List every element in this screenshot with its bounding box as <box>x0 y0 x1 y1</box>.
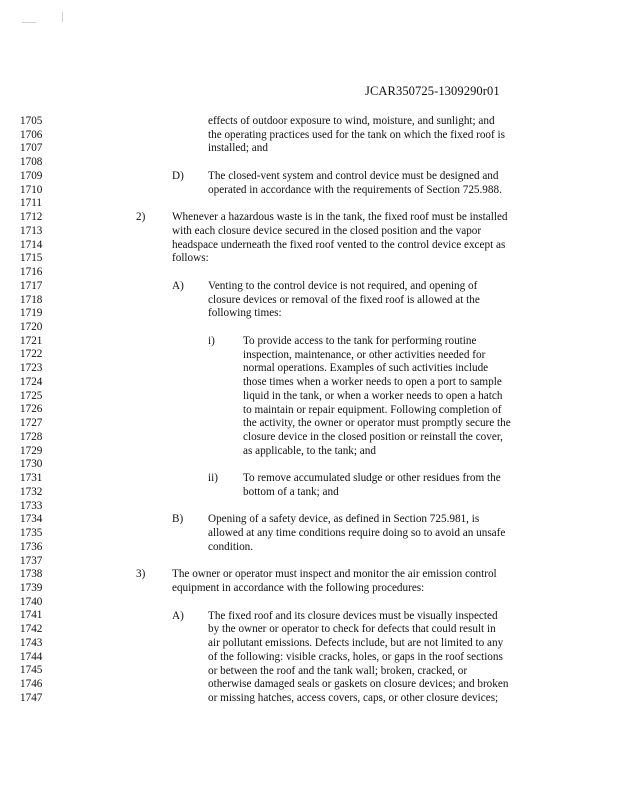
text-line: following times: <box>208 307 282 320</box>
text-line: as applicable, to the tank; and <box>243 444 376 457</box>
text-line: closure devices or removal of the fixed roof is allowed at the <box>208 293 480 306</box>
line-number: 1734 <box>20 513 43 526</box>
text-line: headspace underneath the fixed roof vented to the control device except as <box>172 238 506 251</box>
line-number: 1738 <box>20 568 43 581</box>
line-number: 1743 <box>20 636 43 649</box>
text-line: or between the roof and the tank wall; broken, cracked, or <box>208 664 468 677</box>
line-number: 1725 <box>20 389 43 402</box>
text-line: by the owner or operator to check for defects that could result in <box>208 623 496 636</box>
text-line: to maintain or repair equipment. Following completion of <box>243 403 502 416</box>
line-number: 1739 <box>20 581 43 594</box>
document-id-header: JCAR350725-1309290r01 <box>365 84 500 98</box>
item-label-ii: ii) <box>208 472 218 485</box>
line-number: 1736 <box>20 540 43 553</box>
text-line: To remove accumulated sludge or other residues from the <box>243 472 501 485</box>
line-number: 1737 <box>20 554 43 567</box>
line-number: 1723 <box>20 362 43 375</box>
line-number: 1716 <box>20 266 43 279</box>
text-line: Venting to the control device is not required, and opening of <box>208 279 478 292</box>
text-line: Whenever a hazardous waste is in the tank, the fixed roof must be installed <box>172 211 508 224</box>
item-label-i: i) <box>208 334 215 347</box>
item-label-b: B) <box>172 513 184 526</box>
line-number: 1744 <box>20 650 43 663</box>
scan-mark <box>62 12 63 22</box>
text-line: otherwise damaged seals or gaskets on closure devices; and broken <box>208 678 509 691</box>
line-number: 1720 <box>20 321 43 334</box>
line-number: 1714 <box>20 238 43 251</box>
text-line: To provide access to the tank for performing routine <box>243 334 477 347</box>
line-number: 1728 <box>20 430 43 443</box>
text-line: normal operations. Examples of such activities include <box>243 362 489 375</box>
line-number: 1706 <box>20 128 43 141</box>
line-number: 1731 <box>20 472 43 485</box>
text-line: follows: <box>172 252 209 265</box>
line-number: 1712 <box>20 211 43 224</box>
line-number: 1726 <box>20 403 43 416</box>
line-number: 1711 <box>20 197 42 210</box>
text-line: with each closure device secured in the closed position and the vapor <box>172 224 482 237</box>
line-number: 1713 <box>20 224 43 237</box>
line-number: 1733 <box>20 499 43 512</box>
line-number: 1710 <box>20 183 43 196</box>
line-number: 1717 <box>20 279 43 292</box>
line-number: 1705 <box>20 115 43 127</box>
text-line: bottom of a tank; and <box>243 485 339 498</box>
line-number: 1741 <box>20 609 43 622</box>
line-number: 1721 <box>20 334 43 347</box>
line-number: 1732 <box>20 485 43 498</box>
line-number: 1747 <box>20 691 43 704</box>
text-line: installed; and <box>208 142 268 155</box>
text-line: condition. <box>208 540 254 553</box>
text-line: the activity, the owner or operator must promptly secure the <box>243 417 511 430</box>
line-number: 1709 <box>20 169 43 182</box>
line-number: 1722 <box>20 348 43 361</box>
line-number: 1740 <box>20 595 43 608</box>
text-line: The closed-vent system and control device must be designed and <box>208 169 499 182</box>
text-line: liquid in the tank, or when a worker needs to open a hatch <box>243 389 503 402</box>
text-line: those times when a worker needs to open a port to sample <box>243 376 502 389</box>
scan-mark <box>22 22 36 23</box>
text-line: of the following: visible cracks, holes, or gaps in the roof sections <box>208 650 503 663</box>
text-line: inspection, maintenance, or other activities needed for <box>243 348 486 361</box>
text-line: The owner or operator must inspect and monitor the air emission control <box>172 568 497 581</box>
line-number: 1746 <box>20 678 43 691</box>
line-number: 1719 <box>20 307 43 320</box>
text-line: operated in accordance with the requirements of Section 725.988. <box>208 183 502 196</box>
text-line: the operating practices used for the tank on which the fixed roof is <box>208 128 505 141</box>
item-label-a: A) <box>172 279 184 292</box>
line-number: 1735 <box>20 527 43 540</box>
item-label-2: 2) <box>136 211 146 224</box>
line-number: 1745 <box>20 664 43 677</box>
line-number: 1729 <box>20 444 43 457</box>
line-number-column <box>20 115 42 706</box>
line-number: 1718 <box>20 293 43 306</box>
text-line: allowed at any time conditions require doing so to avoid an unsafe <box>208 527 506 540</box>
text-line: equipment in accordance with the following procedures: <box>172 582 425 595</box>
line-number: 1724 <box>20 375 43 388</box>
line-number: 1727 <box>20 417 43 430</box>
text-line: or missing hatches, access covers, caps, or other closure devices; <box>208 692 499 705</box>
text-line: air pollutant emissions. Defects include, but are not limited to any <box>208 637 504 650</box>
item-label-d: D) <box>172 169 184 182</box>
item-label-a: A) <box>172 609 184 622</box>
line-number: 1742 <box>20 623 43 636</box>
line-number: 1708 <box>20 156 43 169</box>
text-line: closure device in the closed position or reinstall the cover, <box>243 431 503 444</box>
line-number: 1707 <box>20 142 43 155</box>
text-line: effects of outdoor exposure to wind, moisture, and sunlight; and <box>208 115 495 127</box>
text-line: The fixed roof and its closure devices must be visually inspected <box>208 609 498 622</box>
line-number: 1715 <box>20 252 43 265</box>
text-line: Opening of a safety device, as defined in Section 725.981, is <box>208 513 480 526</box>
line-number: 1730 <box>20 458 43 471</box>
item-label-3: 3) <box>136 568 146 581</box>
